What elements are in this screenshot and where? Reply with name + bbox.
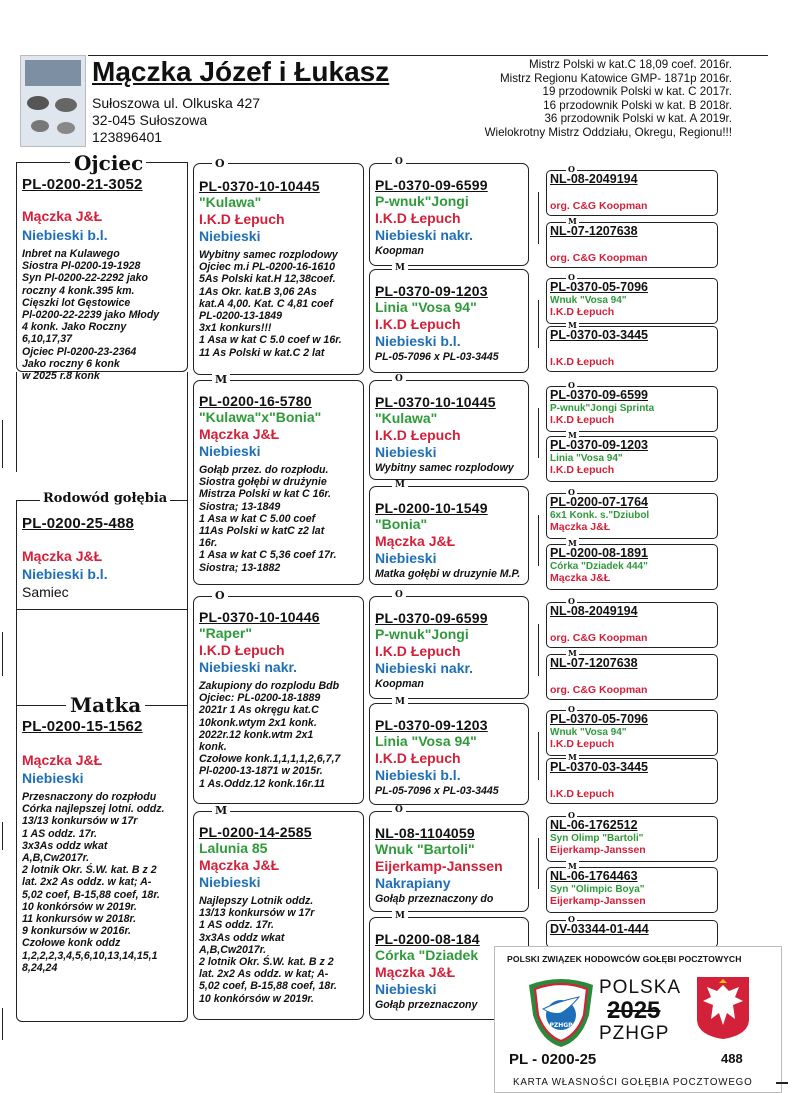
g3-note: Wybitny samec rozplodowy	[375, 462, 514, 474]
bird-owner: Mączka J&Ł	[22, 548, 103, 564]
g4-id: NL-07-1207638	[550, 656, 638, 670]
g3-owner: Mączka J&Ł	[375, 964, 456, 980]
m-label: M	[568, 538, 577, 548]
connector	[538, 624, 539, 676]
ff-owner: I.K.D Łepuch	[199, 211, 285, 227]
g4-sub: Wnuk "Vosa 94"	[550, 727, 627, 738]
mm-color: Niebieski	[199, 874, 261, 890]
card-org: PZHGP	[599, 1023, 670, 1044]
m-label: M	[568, 430, 577, 440]
g4-org: Mączka J&Ł	[550, 521, 611, 533]
fm-note: Gołąb przez. do rozpłodu. Siostra gołębi w drużynie Mistrza Polski w kat C 16r. Siostra; 13-1849 1 Asa w kat C 5.00 coef 11As Polski w katC z2 lat 16r. 1 Asa w kat C 5,36 coef 17r. Siostra; 13-1882	[199, 464, 337, 574]
g3-owner: Mączka J&Ł	[375, 533, 456, 549]
achievement: Mistrz Regionu Katowice GMP- 1871p 2016r.	[500, 71, 732, 85]
g4-sub: Wnuk "Vosa 94"	[550, 295, 627, 306]
achievement: 36 przodownik Polski w kat. A 2019r.	[544, 112, 732, 126]
g3-owner: I.K.D Łepuch	[375, 750, 461, 766]
fm-color: Niebieski	[199, 443, 261, 459]
g3-note: PL-05-7096 x PL-03-3445	[375, 351, 499, 363]
mother-color: Niebieski	[22, 770, 84, 786]
g3-color: Niebieski nakr.	[375, 660, 474, 676]
g4-org: Mączka J&Ł	[550, 572, 611, 584]
g3-owner: Eijerkamp-Janssen	[375, 858, 503, 874]
m-label: M	[568, 648, 577, 658]
m-label: M	[392, 697, 408, 707]
fm-owner: Mączka J&Ł	[199, 426, 280, 442]
mm-id: PL-0200-14-2585	[199, 824, 312, 840]
card-year: 2025	[607, 997, 661, 1024]
o-label: O	[392, 590, 406, 600]
father-id: PL-0200-21-3052	[22, 176, 143, 193]
mother-owner: Mączka J&Ł	[22, 752, 103, 768]
g3-note: PL-05-7096 x PL-03-3445	[375, 785, 499, 797]
connector	[538, 300, 539, 348]
m-label: M	[212, 373, 230, 386]
g3-owner: I.K.D Łepuch	[375, 210, 461, 226]
phone: 123896401	[92, 129, 163, 145]
mf-id: PL-0370-10-10446	[199, 609, 320, 625]
o-label: O	[392, 805, 406, 815]
g3-name: Wnuk "Bartoli"	[375, 841, 475, 857]
mf-name: "Raper"	[199, 625, 252, 641]
father-title: Ojciec	[70, 151, 147, 175]
g3-color: Niebieski nakr.	[375, 227, 474, 243]
g4-org: I.K.D Łepuch	[550, 306, 615, 318]
connector	[538, 732, 539, 780]
g4-sub: Linia "Vosa 94"	[550, 453, 623, 464]
mother-note: Przesnaczony do rozpłodu Córka najlepszej lotni. oddz. 13/13 konkursów w 17r 1 AS oddz. 17r. 3x3As oddz wkat A,B,Cw2017r. 2 lotnik Okr. Ś.W. kat. B z 2 lat. 2x2 As oddz. w kat; A- 5,02 coef, B-15,88 coef, 18r. 10 konkórsów w 2019r. 11 konkursów w 2018r. 9 konkursów w 2016r. Czołowe konk oddz 1,2,2,2,3,4,5,6,10,13,14,15,1 8,24,24	[22, 791, 165, 974]
g3-color: Niebieski	[375, 550, 437, 566]
connector	[538, 515, 539, 566]
g4-id: PL-0370-09-6599	[550, 388, 648, 402]
o-label: O	[212, 589, 228, 602]
eagle-emblem	[695, 975, 751, 1041]
g4-id: PL-0370-05-7096	[550, 712, 648, 726]
g3-id: PL-0370-09-6599	[375, 177, 488, 193]
connector	[538, 192, 539, 244]
g3-color: Niebieski	[375, 981, 437, 997]
bird-color: Niebieski b.l.	[22, 566, 108, 582]
g3-name: Córka "Dziadek	[375, 947, 479, 963]
o-label: O	[568, 914, 575, 924]
g3-name: "Kulawa"	[375, 410, 438, 426]
mm-name: Lalunia 85	[199, 840, 268, 856]
g3-id: PL-0370-10-10445	[375, 394, 496, 410]
g4-org: I.K.D Łepuch	[550, 414, 615, 426]
mother-id: PL-0200-15-1562	[22, 718, 143, 735]
achievement: 19 przodownik Polski w kat. C 2017r.	[542, 85, 732, 99]
address-line-2: 32-045 Sułoszowa	[92, 112, 208, 128]
breeder-name: Mączka Józef i Łukasz	[92, 56, 390, 87]
m-label: M	[392, 480, 408, 490]
card-ring-prefix: PL - 0200-25	[509, 1051, 597, 1068]
g3-color: Nakrapiany	[375, 875, 451, 891]
card-country: POLSKA	[599, 977, 682, 998]
g3-id: PL-0370-09-1203	[375, 717, 488, 733]
property-card	[494, 946, 782, 1093]
connector	[538, 408, 539, 458]
g3-note: Koopman	[375, 678, 424, 690]
g3-name: P-wnuk"Jongi	[375, 193, 469, 209]
g4-org: I.K.D Łepuch	[550, 788, 615, 800]
o-label: O	[568, 704, 575, 714]
mm-owner: Mączka J&Ł	[199, 857, 280, 873]
o-label: O	[568, 596, 575, 606]
card-ring-number: 488	[721, 1051, 743, 1066]
g4-sub: Syn "Olimpic Boya"	[550, 884, 645, 895]
g4-id: PL-0200-07-1764	[550, 495, 648, 509]
g4-org: org. C&G Koopman	[550, 252, 648, 264]
g4-org: I.K.D Łepuch	[550, 356, 615, 368]
g4-id: NL-08-2049194	[550, 172, 638, 186]
g3-name: "Bonia"	[375, 516, 428, 532]
ff-name: "Kulawa"	[199, 194, 262, 210]
ff-note: Wybitny samec rozplodowy Ojciec m.i PL-0200-16-1610 5As Polski kat.H 12,38coef. 1As Okr. kat.B 3,06 2As kat.A 4,00. Kat. C 4,81 coef PL-0200-13-1849 3x1 konkurs!!! 1 Asa w kat C 5.0 coef w 16r. 11 As Polski w kat.C 2 lat	[199, 249, 342, 359]
logo-text: PZHGP	[549, 1022, 573, 1029]
g4-id: PL-0370-09-1203	[550, 438, 648, 452]
g3-note: Matka gołębi w druzynie M.P.	[375, 568, 521, 580]
bird-sex: Samiec	[22, 584, 69, 600]
g3-owner: I.K.D Łepuch	[375, 316, 461, 332]
achievement: Mistrz Polski w kat.C 18,09 coef. 2016r.	[529, 58, 732, 71]
m-label: M	[568, 752, 577, 762]
g3-note: Koopman	[375, 245, 424, 257]
g4-org: I.K.D Łepuch	[550, 464, 615, 476]
o-label: O	[568, 487, 575, 497]
g4-id: PL-0370-03-3445	[550, 760, 648, 774]
m-label: M	[568, 216, 577, 226]
card-footer: KARTA WŁASNOŚCI GOŁĘBIA POCZTOWEGO	[513, 1077, 753, 1088]
g4-sub: P-wnuk"Jongi Sprinta	[550, 403, 655, 414]
fm-id: PL-0200-16-5780	[199, 393, 312, 409]
g4-org: Eijerkamp-Janssen	[550, 895, 646, 907]
o-label: O	[392, 157, 406, 167]
o-label: O	[392, 374, 406, 384]
m-label: M	[568, 861, 577, 871]
mf-owner: I.K.D Łepuch	[199, 642, 285, 658]
g3-id: NL-08-1104059	[375, 825, 475, 841]
bird-id: PL-0200-25-488	[22, 515, 135, 532]
g3-id: PL-0200-08-184	[375, 931, 480, 947]
father-color: Niebieski b.l.	[22, 227, 108, 243]
g4-id: NL-06-1762512	[550, 818, 638, 832]
fm-name: "Kulawa"x"Bonia"	[199, 409, 322, 425]
g3-name: Linia "Vosa 94"	[375, 733, 477, 749]
m-label: M	[568, 320, 577, 330]
ff-id: PL-0370-10-10445	[199, 178, 320, 194]
card-union: POLSKI ZWIĄZEK HODOWCÓW GOŁĘBI POCZTOWYCH	[507, 954, 742, 964]
father-note: Inbret na Kulawego Siostra Pl-0200-19-1928 Syn Pl-0200-22-2292 jako roczny 4 konk.395 km. Cięszki lot Gęstowice Pl-0200-22-2239 jako Młody 4 konk. Jako Roczny 6,10,17,37 Ojciec Pl-0200-23-2364 Jako roczny 6 konk w 2025 r.8 konk	[22, 248, 160, 383]
g3-note: Gołąb przeznaczony do	[375, 893, 494, 905]
g3-id: PL-0200-10-1549	[375, 500, 488, 516]
address-line-1: Sułoszowa ul. Olkuska 427	[92, 95, 261, 111]
g4-org: org. C&G Koopman	[550, 684, 648, 696]
g3-color: Niebieski b.l.	[375, 333, 461, 349]
g4-org: Eijerkamp-Janssen	[550, 844, 646, 856]
o-label: O	[568, 380, 575, 390]
g3-color: Niebieski	[375, 444, 437, 460]
breeder-photo	[20, 55, 86, 147]
g3-color: Niebieski b.l.	[375, 767, 461, 783]
g3-note: Gołąb przeznaczony	[375, 999, 478, 1011]
o-label: O	[568, 164, 575, 174]
pedigree-title: Rodowód gołębia	[40, 491, 170, 506]
g3-name: Linia "Vosa 94"	[375, 299, 477, 315]
g4-id: DV-03344-01-444	[550, 922, 649, 936]
g4-sub: Syn Olimp "Bartoli"	[550, 833, 644, 844]
ff-color: Niebieski	[199, 228, 261, 244]
g4-org: I.K.D Łepuch	[550, 738, 615, 750]
connector	[16, 372, 17, 472]
mf-note: Zakupiony do rozplodu Bdb Ojciec: PL-0200-18-1889 2021r 1 As okręgu kat.C 10konk.wtym 2x1 konk. 2022r.12 konk.wtm 2x1 konk. Czołowe konk.1,1,1,1,2,6,7,7 Pl-0200-13-1871 w 2015r. 1 As.Oddz.12 konk.16r.11	[199, 680, 341, 790]
connector	[538, 838, 539, 889]
g4-id: NL-06-1764463	[550, 869, 638, 883]
pzhgp-logo	[521, 975, 601, 1049]
achievement: 16 przodownik Polski w kat. B 2018r.	[543, 98, 732, 112]
g4-id: PL-0370-05-7096	[550, 280, 648, 294]
g4-id: PL-0200-08-1891	[550, 546, 648, 560]
g4-id: PL-0370-03-3445	[550, 328, 648, 342]
o-label: O	[568, 810, 575, 820]
achievement: Wielokrotny Mistrz Oddziału, Okregu, Regionu!!!	[484, 125, 732, 139]
mf-color: Niebieski nakr.	[199, 659, 298, 675]
o-label: O	[212, 157, 228, 170]
g4-org: org. C&G Koopman	[550, 632, 648, 644]
g4-org: org. C&G Koopman	[550, 200, 648, 212]
g4-id: NL-08-2049194	[550, 604, 638, 618]
o-label: O	[568, 272, 575, 282]
g3-owner: I.K.D Łepuch	[375, 643, 461, 659]
g3-name: P-wnuk"Jongi	[375, 626, 469, 642]
mother-title: Matka	[66, 693, 145, 717]
g4-sub: Córka "Dziadek 444"	[550, 561, 648, 572]
m-label: M	[392, 263, 408, 273]
m-label: M	[212, 804, 230, 817]
g4-id: NL-07-1207638	[550, 224, 638, 238]
mm-note: Najlepszy Lotnik oddz. 13/13 konkursów w 17r 1 AS oddz. 17r. 3x3As oddz wkat A,B,Cw2017r. 2 lotnik Okr. Ś.W. kat. B z 2 lat. 2x2 As oddz. w kat; A- 5,02 coef, B-15,88 coef, 18r. 10 konkórsów w 2019r.	[199, 895, 337, 1005]
m-label: M	[392, 911, 408, 921]
g3-id: PL-0370-09-6599	[375, 610, 488, 626]
g3-id: PL-0370-09-1203	[375, 283, 488, 299]
achievements	[485, 58, 732, 140]
father-owner: Mączka J&Ł	[22, 208, 103, 224]
g4-sub: 6x1 Konk. s."Dziubol	[550, 510, 650, 521]
g3-owner: I.K.D Łepuch	[375, 427, 461, 443]
